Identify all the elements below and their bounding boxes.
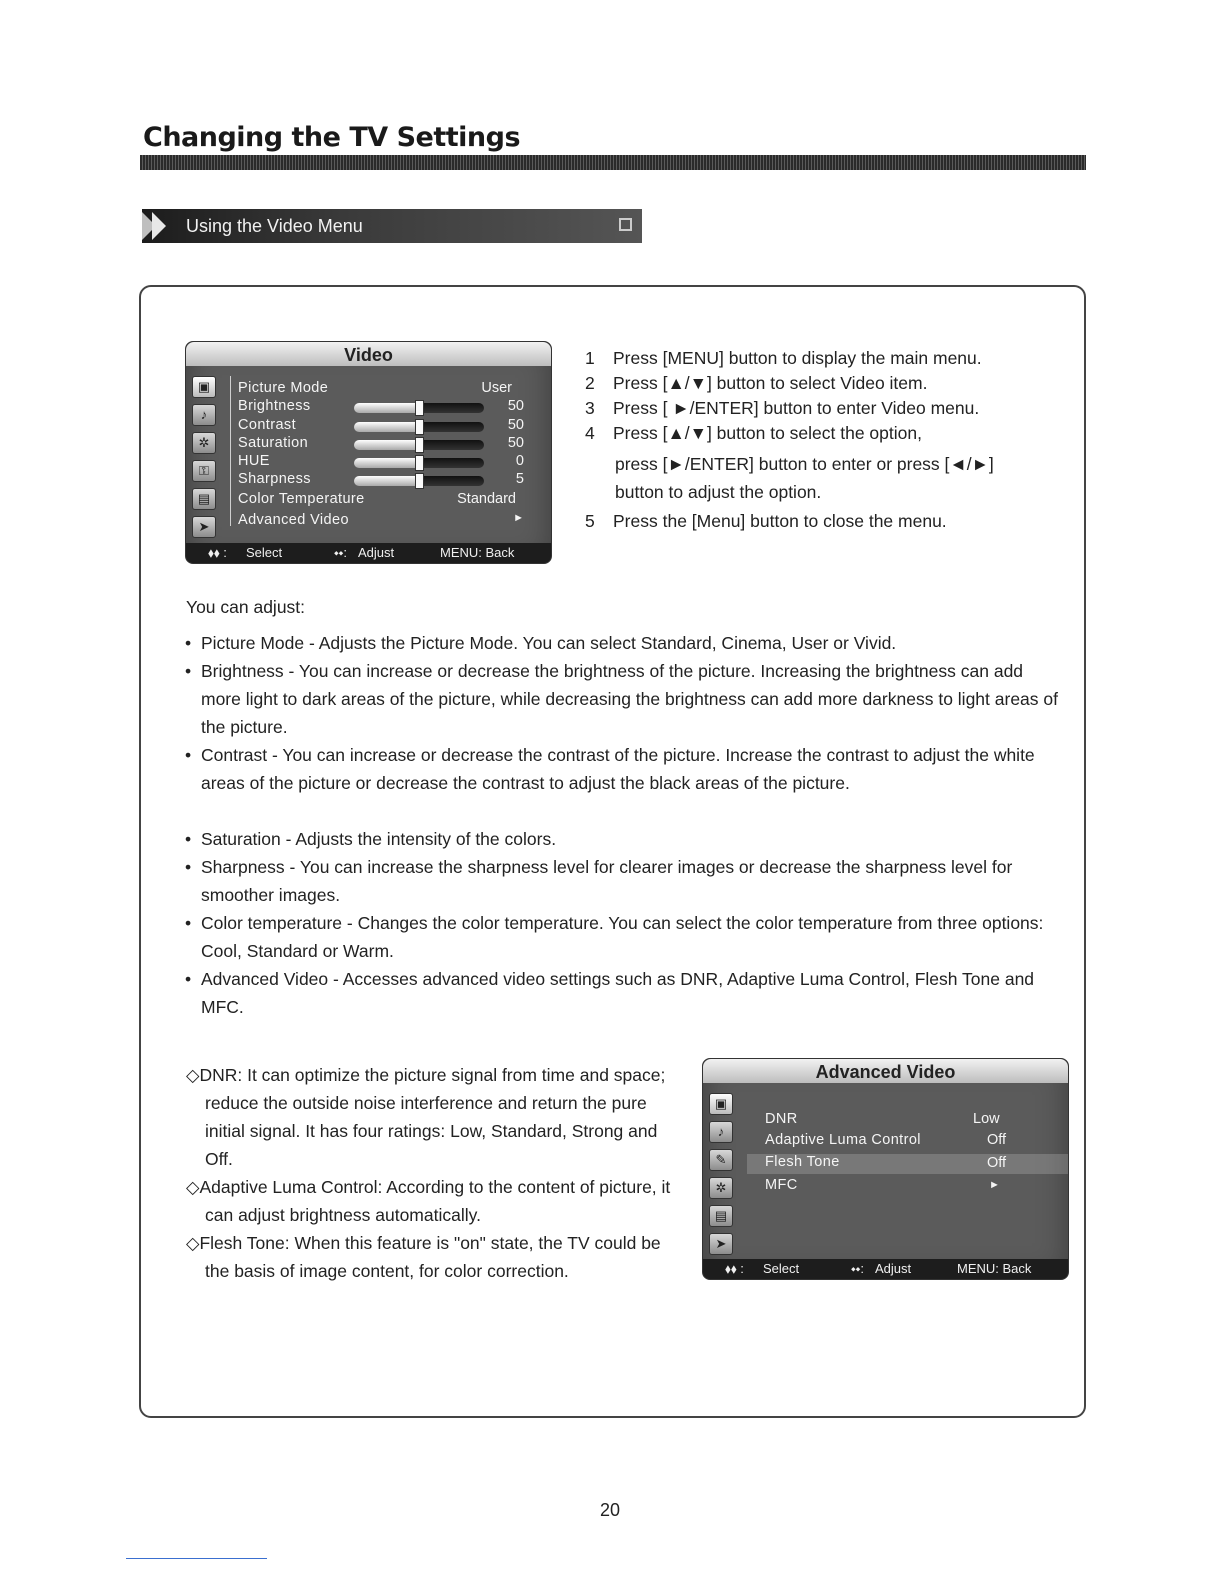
bullet-advanced-video: • Advanced Video - Accesses advanced video settings such as DNR, Adaptive Luma Control, Flesh Tone and MFC. [185,969,1035,1017]
hue-value: 0 [515,453,524,469]
color-temperature-value: Standard [457,491,516,507]
menu-item-brightness[interactable]: Brightness [238,398,311,414]
brightness-slider[interactable] [354,403,484,413]
bullet-sharpness: • Sharpness - You can increase the sharpness level for clearer images or decrease the sharpness level for smoother images. [185,857,1013,905]
video-menu-title: Video [186,342,551,366]
tv-icon: ▤ [709,1205,733,1227]
menu-item-dnr[interactable]: DNR [765,1111,798,1127]
sharpness-slider[interactable] [354,476,484,486]
note-dnr: ◇DNR: It can optimize the picture signal from time and space; reduce the outside noise interference and return the pure initial signal. It has four ratings: Low, Standard, Strong and Off. [186,1065,666,1169]
video-menu [185,341,552,564]
picture-mode-value: User [481,380,512,396]
menu-item-saturation[interactable]: Saturation [238,435,309,451]
saturation-slider[interactable] [354,440,484,450]
mfc-arrow-icon: ► [989,1179,1000,1191]
select-hint: Select [246,545,283,560]
contrast-value: 50 [507,417,524,433]
sharpness-value: 5 [515,471,524,487]
picture-icon: ▣ [192,376,216,398]
menu-item-advanced-video[interactable]: Advanced Video [238,512,349,528]
page-number: 20 [600,1500,621,1520]
input-icon: ➤ [192,516,216,538]
menu-item-hue[interactable]: HUE [238,453,270,469]
flesh-tone-value: Off [987,1155,1007,1171]
section-banner [142,209,642,243]
bullet-contrast: • Contrast - You can increase or decrease the contrast of the picture. Increase the contrast to adjust the white areas of the picture or decrease the contrast to adjust the black areas of the picture. [185,745,1035,793]
tv-icon: ▤ [192,488,216,510]
bullet-brightness: • Brightness - You can increase or decrease the brightness of the picture. Increasing the brightness can add more light to dark areas of the picture, while decreasing the brightness can add more darkness to light areas of the picture. [185,661,1058,737]
settings-icon: ✲ [192,432,216,454]
lock-icon: ⚿ [192,460,216,482]
adjust-hint-icon: ⬩⬩: [334,545,347,560]
menu-item-contrast[interactable]: Contrast [238,417,296,433]
menu-item-adaptive-luma[interactable]: Adaptive Luma Control [765,1132,921,1148]
edit-icon: ✎ [709,1149,733,1171]
menu-divider [230,376,231,526]
input-icon: ➤ [709,1233,733,1255]
contrast-slider[interactable] [354,422,484,432]
adjust-hint-icon: ⬩⬩: [851,1261,864,1276]
adjust-hint: Adjust [875,1261,912,1276]
menu-icon-column [709,1093,739,1261]
select-hint-icon: ⬧⬧ : [725,1261,744,1276]
bullet-saturation: • Saturation - Adjusts the intensity of the colors. [185,829,557,849]
square-icon [619,218,632,231]
settings-icon: ✲ [709,1177,733,1199]
menu-item-mfc[interactable]: MFC [765,1177,798,1193]
menu-item-picture-mode[interactable]: Picture Mode [238,380,329,396]
back-hint: MENU: Back [440,545,515,560]
section-title: Using the Video Menu [186,216,363,236]
double-arrow-icon [142,209,178,243]
advanced-video-arrow-icon: ► [513,512,524,524]
note-flesh-tone: ◇Flesh Tone: When this feature is "on" state, the TV could be the basis of image content, for color correction. [186,1233,661,1281]
sound-icon: ♪ [192,404,216,426]
bullet-color-temperature: • Color temperature - Changes the color temperature. You can select the color temperature from three options: Cool, Standard or Warm. [185,913,1044,961]
hue-slider[interactable] [354,458,484,468]
menu-item-flesh-tone[interactable]: Flesh Tone [747,1154,1068,1174]
advanced-video-menu [702,1058,1069,1280]
advanced-menu-footer [703,1259,1068,1279]
select-hint: Select [763,1261,800,1276]
menu-item-sharpness[interactable]: Sharpness [238,471,311,487]
video-menu-footer [186,543,551,563]
intro-text: You can adjust: [186,597,306,617]
saturation-value: 50 [507,435,524,451]
back-hint: MENU: Back [957,1261,1032,1276]
sound-icon: ♪ [709,1121,733,1143]
menu-icon-column [192,376,222,544]
brightness-value: 50 [507,398,524,414]
page-title: Changing the TV Settings [143,122,521,153]
title-rule [140,155,1086,170]
adaptive-luma-value: Off [987,1132,1007,1148]
footnote-rule [126,1558,267,1559]
picture-icon: ▣ [709,1093,733,1115]
adjust-hint: Adjust [358,545,395,560]
dnr-value: Low [973,1111,1000,1127]
advanced-menu-title: Advanced Video [703,1059,1068,1083]
bullet-picture-mode: • Picture Mode - Adjusts the Picture Mode. You can select Standard, Cinema, User or Vivid. [185,633,897,653]
note-adaptive-luma: ◇Adaptive Luma Control: According to the content of picture, it can adjust brightness automatically. [186,1177,671,1225]
menu-item-color-temperature[interactable]: Color Temperature [238,491,365,507]
select-hint-icon: ⬧⬧ : [208,545,227,560]
